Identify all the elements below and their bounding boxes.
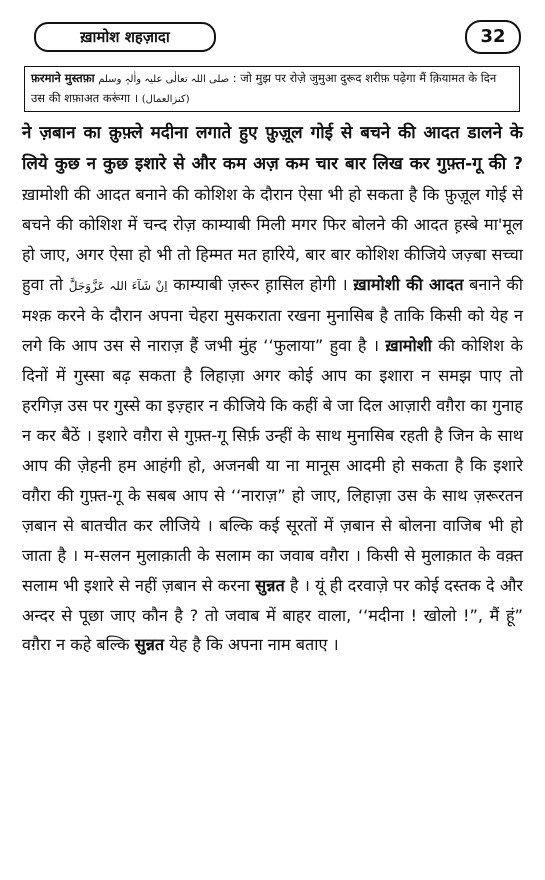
body-segment-5: है । यूं ही दरवाज़े पर कोई दस्तक दे और अन्दर से पूछा जाए कौन है ? तो जवाब में बाहर वाला, ‘‘मदीना ! खोलो !”, मैं हूं” वग़ैरा न कहे बल्कि	[22, 575, 524, 655]
body-segment-4: की कोशिश के दिनों में गुस्सा बढ़ सकता है लिहाज़ा अगर कोई आप का इशारा न समझ पाए तो हरगिज़ उस पर गुस्से का इज़्हार न कीजिये कि कहीं बे जा दिल आज़ारी वग़ैरा का गुनाह न कर बैठें । इशारे वग़ैरा से गुफ़्त-गू सिर्फ़ उन्हीं के साथ मुनासिब रहती है जिन के साथ आप की ज़ेहनी हम आहंगी हो, अजनबी या ना मानूस आदमी हो सकता है कि इशारे वग़ैरा की गुफ़्त-गू के सबब आप से ‘‘नाराज़” हो जाए, लिहाज़ा उस के साथ ज़रूरतन ज़बान से बातचीत कर लीजिये । बल्कि कई सूरतों में ज़बान से बोलना वाजिब भी हो जाता है । म-सलन मुलाक़ाती के सलाम का जवाब वग़ैरा । किसी से मुलाक़ात के वक़्त सलाम भी इशारे से नहीं ज़बान से करना	[22, 336, 523, 595]
body-segment-6: येह है कि अपना नाम बताए ।	[164, 635, 339, 655]
body-paragraph	[22, 118, 523, 660]
body-segment-3: बनाने की मश्क़ करने के दौरान अपना चेहरा मुसकराता रखना मुनासिब है ताकि किसी को येह न लगे कि आप उस से नाराज़ हैं जभी मुंह ‘‘फुलाया” हुवा है ।	[22, 274, 523, 356]
hadith-label: फ़रमाने मुस्तफ़ा	[31, 71, 95, 85]
body-segment-1: ख़ामोशी की आदत बनाने की कोशिश के दौरान ऐसा भी हो सकता है कि फ़ुज़ूल गोई से बचने की कोशिश में चन्द रोज़ काम्याबी मिली मगर फिर बोलने की आदत ह़स्बे मा'मूल हो जाए, अगर ऐसा हो भी तो हिम्मत मत हारिये, बार बार कोशिश कीजिये जज़्बा सच्चा हुवा तो	[22, 184, 523, 294]
page-header	[14, 18, 531, 58]
book-title: ख़ामोश शहज़ादा	[34, 22, 216, 52]
body-segment-2: काम्याबी ज़रूर ह़ासिल होगी ।	[167, 274, 348, 294]
hadith-reference: (کنزالعمال)	[141, 94, 190, 105]
bold-word-sunnat-2: सुन्नत	[134, 635, 165, 655]
salutation-text: صلی اللہ تعالٰی علیہ واٰلہٖ وسلم	[98, 74, 230, 85]
arabic-phrase: اِنْ شَآءَ اللہ عَزَّوَجَلَّ	[68, 278, 168, 293]
hadith-text: : जो मुझ पर रोजे़ जुमुआ दुरूद शरीफ़ पढ़ेगा मैं क़ियामत के दिन उस की शफ़ाअत करूंगा ।	[31, 71, 497, 105]
bold-word-sunnat-1: सुन्नत	[255, 575, 285, 595]
bold-word-silence: ख़ामोशी	[385, 336, 432, 356]
page-number: 32	[465, 20, 521, 54]
hadith-box	[24, 66, 520, 112]
lead-sentence: ने ज़बान का क़ुफ़्ले मदीना लगाते हुए फ़ुज़ूल गोई से बचने की आदत डालने के लिये कुछ न कुछ इशारे से और कम अज़ कम चार बार लिख कर गुफ़्त-गू की ?	[22, 123, 523, 174]
bold-phrase-silence-habit: ख़ामोशी की आदत	[353, 274, 464, 294]
